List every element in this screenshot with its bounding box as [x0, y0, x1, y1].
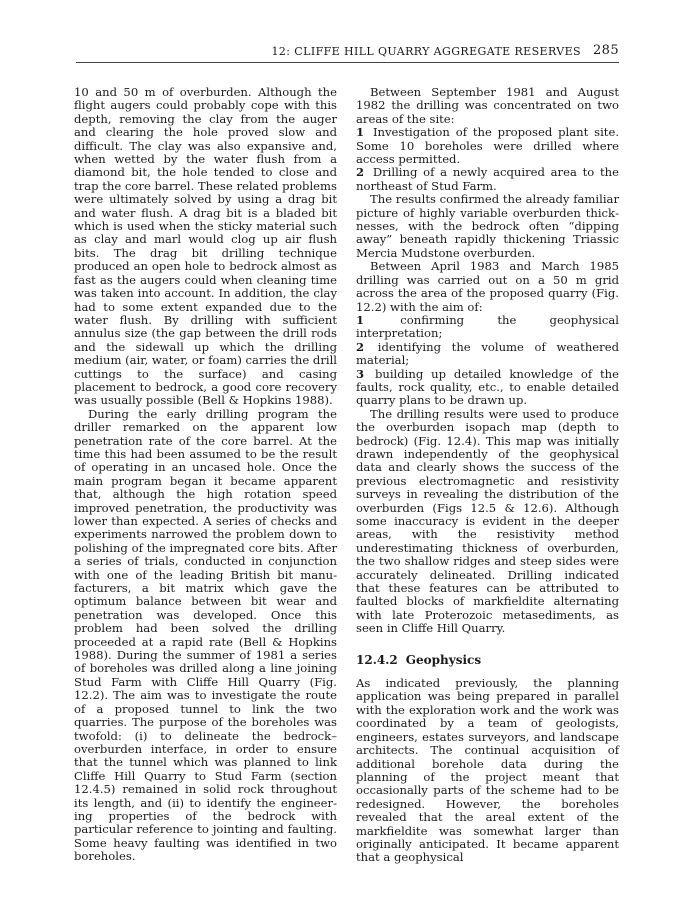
- paragraph: 10 and 50 m of overburden. Although the flight augers could probably cope with this depth, removing the clay from the auger and clearing the hole proved slow and difficult. The clay was also expansive and, when wetted by the water flush from a diamond bit, the hole tended to close and trap the core barrel. These related problems were ultimately solved by using a drag bit and water flush. A drag bit is a bladed bit which is used when the sticky material such as clay and marl would clog up air flush bits. The drag bit drilling technique produced an open hole to bedrock almost as fast as the augers could when cleaning time was taken into account. In addition, the clay had to some extent expanded due to the water flush. By drilling with sufficient annulus size (the gap between the drill rods and the sidewall up which the drilling medium (air, water, or foam) carries the drill cuttings to the surface) and casing placement to bedrock, a good core recovery was usually possible (Bell & Hopkins 1988).: [74, 85, 337, 408]
- list-item: [356, 368, 619, 408]
- paragraph: Between September 1981 and August 1982 the drilling was concentrated on two areas of the site:: [356, 85, 619, 126]
- list-item: [356, 126, 619, 166]
- list-item: [356, 314, 619, 341]
- paragraph: As indicated previously, the planning application was being prepared in parallel with the exploration work and the work was coordinated by a team of geologists, engineers, estates surveyors, and landscape architects. The continual acquisition of additional borehole data during the planning of the project meant that occasionally parts of the scheme had to be redesigned. However, the boreholes revealed that the areal extent of the markfieldite was somewhat larger than originally anticipated. It became apparent that a geophysical: [356, 676, 619, 865]
- right-column: [356, 86, 619, 865]
- list-text: identifying the volume of weathered material;: [356, 339, 619, 368]
- list-number: 2: [356, 339, 365, 354]
- list-number: 1: [356, 125, 365, 140]
- left-column: [74, 86, 337, 864]
- paragraph: The results confirmed the already familiar picture of highly variable overburden thicknesses, with the bedrock often “dipping away” beneath rapidly thickening Triassic Mercia Mudstone overburden.: [356, 192, 619, 260]
- paragraph: The drilling results were used to produce the overburden isopach map (depth to bedrock) (Fig. 12.4). This map was initially drawn independently of the geophysical data and clearly shows the success of the previous electromagnetic and resistivity surveys in revealing the distribution of the overburden (Figs 12.5 & 12.6). Although some inaccuracy is evident in the deeper areas, with the resistivity method underestimating thickness of overburden, the two shallow ridges and steep sides were accurately delineated. Drilling indicated that these features can be attributed to faulted blocks of markfieldite alternating with late Proterozoic metasediments, as seen in Cliffe Hill Quarry.: [356, 406, 619, 636]
- list-item: [356, 166, 619, 193]
- list-item: [356, 341, 619, 368]
- page-number: 285: [592, 43, 619, 58]
- list-text: confirming the geophysical interpretation;: [356, 312, 619, 341]
- paragraph: Between April 1983 and March 1985 drilling was carried out on a 50 m grid across the area of the proposed quarry (Fig. 12.2) with the aim of:: [356, 259, 619, 314]
- list-text: building up detailed knowledge of the faults, rock quality, etc., to enable detailed quarry plans to be drawn up.: [356, 366, 619, 408]
- running-header-title: 12: CLIFFE HILL QUARRY AGGREGATE RESERVES: [271, 45, 581, 58]
- list-number: 1: [356, 312, 365, 327]
- running-header: [76, 38, 619, 63]
- section-number: 12.4.2: [356, 652, 398, 667]
- paragraph: During the early drilling program the driller remarked on the apparent low penetration rate of the core barrel. At the time this had been assumed to be the result of operating in an uncased hole. Once the main program began it became apparent that, although the high rotation speed improved penetration, the productivity was lower than expected. A series of checks and experiments narrowed the problem down to polishing of the impregnated core bits. After a series of trials, conducted in conjunction with one of the leading British bit manufacturers, a bit matrix which gave the optimum balance between bit wear and penetration was developed. Once this problem had been solved the drilling proceeded at a rapid rate (Bell & Hopkins 1988). During the summer of 1981 a series of boreholes was drilled along a line joining Stud Farm with Cliffe Hill Quarry (Fig. 12.2). The aim was to investigate the route of a proposed tunnel to link the two quarries. The purpose of the boreholes was twofold: (i) to delineate the bedrock–overburden interface, in order to ensure that the tunnel which was planned to link Cliffe Hill Quarry to Stud Farm (section 12.4.5) remained in solid rock throughout its length, and (ii) to identify the engineering properties of the bedrock with particular reference to jointing and faulting. Some heavy faulting was identified in two boreholes.: [74, 406, 337, 864]
- list-number: 2: [356, 165, 365, 180]
- section-heading: [356, 654, 619, 667]
- list-number: 3: [356, 366, 365, 381]
- list-text: Investigation of the proposed plant site. Some 10 boreholes were drilled where access permitted.: [356, 125, 619, 167]
- list-text: Drilling of a newly acquired area to the northeast of Stud Farm.: [356, 165, 619, 193]
- section-title: Geophysics: [405, 652, 482, 667]
